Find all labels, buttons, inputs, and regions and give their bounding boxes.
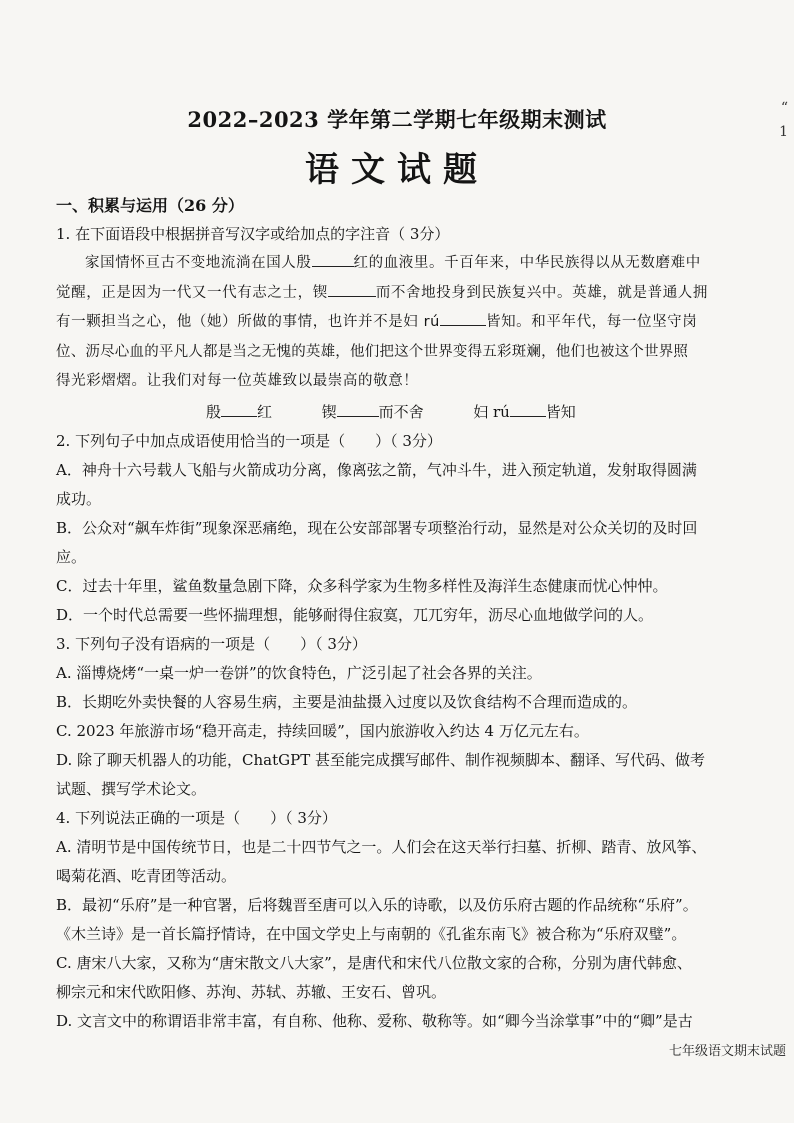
question-3-option-a: A. 淄博烧烤“一桌一炉一卷饼”的饮食特色，广泛引起了社会各界的关注。 <box>56 663 542 682</box>
question-3-option-b: B．长期吃外卖快餐的人容易生病，主要是油盐摄入过度以及饮食结构不合理而造成的。 <box>56 692 638 711</box>
fill-c-blank[interactable] <box>510 400 546 417</box>
question-2-option-d: D．一个时代总需要一些怀揣理想，能够耐得住寂寞，兀兀穷年，沥尽心血地做学问的人。 <box>56 605 654 624</box>
question-4-option-d: D. 文言文中的称谓语非常丰富，有自称、他称、爱称、敬称等。如“卿今当涂掌事”中的“卿”是古 <box>56 1011 693 1030</box>
passage-text-2a: 觉醒，正是因为一代又一代有志之士，锲 <box>56 284 328 301</box>
question-2-stem: 2. 下列句子中加点成语使用恰当的一项是（ ）（ 3分） <box>56 431 442 450</box>
question-4-option-a-cont: 喝菊花酒、吃青团等活动。 <box>56 866 237 885</box>
exam-content <box>56 192 768 1036</box>
passage-text-1b: 红的血液里。千百年来，中华民族得以从无数磨难中 <box>353 255 701 271</box>
passage-line-4: 位、沥尽心血的平凡人都是当之无愧的英雄，他们把这个世界变得五彩斑斓，他们也被这个世界照 <box>56 343 689 360</box>
question-3-stem: 3. 下列句子没有语病的一项是（ ）（ 3分） <box>56 634 367 653</box>
question-4-option-b: B．最初“乐府”是一种官署，后将魏晋至唐可以入乐的诗歌，以及仿乐府古题的作品统称“乐府”。 <box>56 895 698 914</box>
passage-text-2b: 而不舍地投身到民族复兴中。英雄，就是普通人拥 <box>375 284 709 301</box>
question-4-stem: 4. 下列说法正确的一项是（ ）（ 3分） <box>56 808 337 827</box>
question-3-option-d: D. 除了聊天机器人的功能，ChatGPT 甚至能完成撰写邮件、制作视频脚本、翻译、写代码、做考 <box>56 750 705 769</box>
edge-mark-top: “ <box>780 100 788 116</box>
question-1-stem: 1. 在下面语段中根据拼音写汉字或给加点的字注音（ 3分） <box>56 225 450 243</box>
question-2-option-b-cont: 应。 <box>56 547 87 566</box>
fill-b-blank[interactable] <box>337 400 379 417</box>
question-4-option-b-cont: 《木兰诗》是一首长篇抒情诗，在中国文学史上与南朝的《孔雀东南飞》被合称为“乐府双璧”。 <box>56 924 687 943</box>
question-4-option-a: A. 清明节是中国传统节日，也是二十四节气之一。人们会在这天举行扫墓、折柳、踏青、放风筝、 <box>56 837 707 856</box>
fill-a-prefix: 殷 <box>206 402 222 421</box>
question-1-passage <box>56 249 768 397</box>
blank-yan <box>312 250 354 267</box>
exam-subtitle: 语文试题 <box>305 150 489 190</box>
question-2-option-a-cont: 成功。 <box>56 489 102 508</box>
question-3-option-d-cont: 试题、撰写学术论文。 <box>56 779 207 798</box>
fill-c-suffix: 皆知 <box>545 402 576 421</box>
passage-line-5: 得光彩熠熠。让我们对每一位英雄致以最崇高的敬意！ <box>56 373 419 389</box>
passage-text-3a: 有一颗担当之心，他（她）所做的事情，也许并不是妇 rú <box>56 314 440 330</box>
fill-c-prefix: 妇 rú <box>473 402 510 421</box>
fill-b-prefix: 锲 <box>321 402 337 421</box>
question-3-option-c: C. 2023 年旅游市场“稳开高走，持续回暖”，国内旅游收入约达 4 万亿元左右。 <box>56 721 589 740</box>
blank-qie <box>328 280 376 297</box>
question-2-option-b: B．公众对“飙车炸街”现象深恶痛绝，现在公安部部署专项整治行动，显然是对公众关切的及时回 <box>56 518 698 537</box>
blank-ru <box>440 309 486 326</box>
edge-mark-second: 1 <box>779 124 788 140</box>
fill-b-suffix: 而不舍 <box>378 402 424 421</box>
question-2-option-a: A．神舟十六号载人飞船与火箭成功分离，像离弦之箭，气冲斗牛，进入预定轨道，发射取得圆满 <box>56 460 697 479</box>
exam-title: 2022–2023 学年第二学期七年级期末测试 <box>187 107 607 132</box>
passage-line-3 <box>56 308 768 338</box>
passage-line-2 <box>56 279 768 309</box>
section-heading: 一、积累与运用（26 分） <box>56 196 244 215</box>
question-1-answer-row <box>56 397 768 427</box>
passage-line-1 <box>56 249 768 279</box>
passage-text-3b: 皆知。和平年代，每一位坚守岗 <box>485 314 698 330</box>
fill-a-blank[interactable] <box>221 400 257 417</box>
passage-text-1a: 家国情怀亘古不变地流淌在国人殷 <box>85 255 312 271</box>
question-4-option-c: C. 唐宋八大家，又称为“唐宋散文八大家”，是唐代和宋代八位散文家的合称，分别为唐代韩愈、 <box>56 953 692 972</box>
question-4-option-c-cont: 柳宗元和宋代欧阳修、苏洵、苏轼、苏辙、王安石、曾巩。 <box>56 982 447 1001</box>
page-footer: 七年级语文期末试题 <box>668 1044 786 1059</box>
fill-a-suffix: 红 <box>257 402 273 421</box>
question-2-option-c: C．过去十年里，鲨鱼数量急剧下降，众多科学家为生物多样性及海洋生态健康而忧心忡忡。 <box>56 576 668 595</box>
